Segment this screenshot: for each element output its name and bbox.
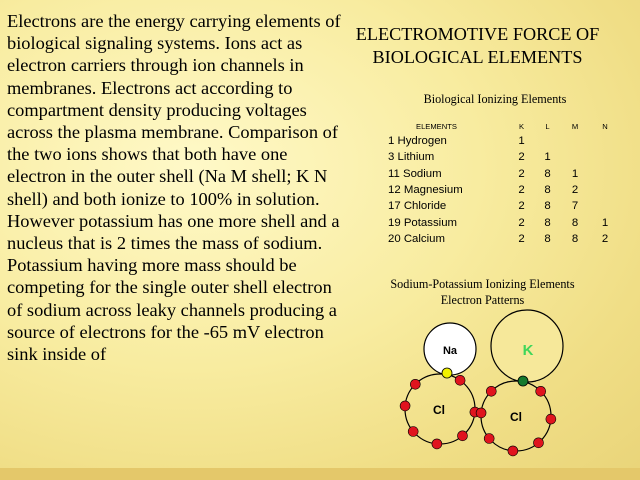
chloride-electron xyxy=(508,446,518,456)
chloride-electron xyxy=(476,408,486,418)
table-cell-n xyxy=(590,133,620,149)
table-cell-element: 17 Chloride xyxy=(388,200,447,213)
table-cell-m: 8 xyxy=(571,232,579,245)
table-cell-m: 2 xyxy=(571,184,579,197)
potassium-label: K xyxy=(522,342,534,359)
body-paragraph: Electrons are the energy carrying elements of biological signaling systems. Ions act as electron carriers through ion channels in membranes. Electrons act according to compartment density producing voltages across the plasma membrane. Comparison of the two ions shows that both have one electron in the outer shell (Na M shell; K N shell) and both ionize to 100% in solution. However potassium has one more shell and a nucleus that is 2 times the mass of sodium. Potassium having more mass should be competing for the single outer shell electron of sodium across leaky channels producing a source of electrons for the -65 mV electron sink inside of xyxy=(7,11,341,365)
sodium-outer-electron xyxy=(442,368,452,378)
diagram-heading-line-1: Sodium-Potassium Ionizing Elements xyxy=(390,277,575,291)
table-cell-l: 1 xyxy=(544,151,551,164)
table-cell-m: 1 xyxy=(571,167,579,180)
table-cell-element: 12 Magnesium xyxy=(388,184,463,197)
table-heading: Biological Ionizing Elements xyxy=(423,92,567,106)
chloride-electron xyxy=(410,379,420,389)
table-cell-element: 20 Calcium xyxy=(388,232,445,245)
potassium-outer-electron xyxy=(518,376,528,386)
table-cell-l xyxy=(535,133,560,149)
table-row xyxy=(382,166,620,182)
column-header-n: N xyxy=(602,122,608,131)
table-cell-n xyxy=(590,198,620,214)
column-header-l: L xyxy=(545,122,550,131)
table-cell-k: 2 xyxy=(518,232,525,245)
slide-title xyxy=(325,23,630,69)
table-cell-m: 7 xyxy=(571,200,579,213)
chloride-electron xyxy=(486,386,496,396)
column-header-m: M xyxy=(571,122,579,131)
table-cell-k: 2 xyxy=(518,200,525,213)
table-header-row xyxy=(382,120,620,133)
table-row xyxy=(382,214,620,230)
table-cell-k: 1 xyxy=(518,135,525,148)
body-text xyxy=(7,10,347,365)
table-cell-n: 2 xyxy=(601,232,609,245)
table-cell-k: 2 xyxy=(518,167,525,180)
table-cell-n xyxy=(590,182,620,198)
title-line-1: ELECTROMOTIVE FORCE OF xyxy=(355,24,600,44)
chloride-electron xyxy=(408,427,418,437)
table-row xyxy=(382,198,620,214)
table-cell-m xyxy=(560,133,590,149)
table-cell-n xyxy=(590,166,620,182)
chloride-electron xyxy=(455,375,465,385)
chloride-electron xyxy=(536,386,546,396)
table-cell-m xyxy=(560,149,590,165)
table-cell-m: 8 xyxy=(571,216,579,229)
table-cell-element: 11 Sodium xyxy=(388,167,442,180)
table-cell-element: 3 Lithium xyxy=(388,151,435,164)
electron-pattern-diagram xyxy=(380,300,580,468)
chloride-electron xyxy=(484,434,494,444)
table-cell-l: 8 xyxy=(544,216,551,229)
table-cell-element: 19 Potassium xyxy=(388,216,458,229)
ionizing-elements-table xyxy=(382,120,620,247)
diagram-heading-line-2: Electron Patterns xyxy=(440,293,525,307)
chloride-label-right: Cl xyxy=(510,410,522,424)
table-row xyxy=(382,133,620,149)
chloride-label-left: Cl xyxy=(433,403,445,417)
footer-band xyxy=(0,468,640,480)
title-line-2: BIOLOGICAL ELEMENTS xyxy=(372,47,583,67)
table-cell-k: 2 xyxy=(518,184,525,197)
table-cell-k: 2 xyxy=(518,151,525,164)
table-row xyxy=(382,149,620,165)
table-row xyxy=(382,231,620,247)
chloride-electron xyxy=(534,438,544,448)
chloride-electron xyxy=(400,401,410,411)
column-header-elements: ELEMENTS xyxy=(416,122,457,131)
table-cell-n xyxy=(590,149,620,165)
table-cell-l: 8 xyxy=(544,232,551,245)
sodium-label: Na xyxy=(442,345,458,357)
chloride-electron xyxy=(546,414,556,424)
table-cell-n: 1 xyxy=(601,216,609,229)
table-cell-l: 8 xyxy=(544,184,551,197)
table-cell-l: 8 xyxy=(544,167,551,180)
chloride-electron xyxy=(458,431,468,441)
table-cell-k: 2 xyxy=(518,216,525,229)
table-cell-l: 8 xyxy=(544,200,551,213)
table-cell-element: 1 Hydrogen xyxy=(388,135,447,148)
chloride-electron xyxy=(432,439,442,449)
column-header-k: K xyxy=(518,122,525,131)
table-row xyxy=(382,182,620,198)
